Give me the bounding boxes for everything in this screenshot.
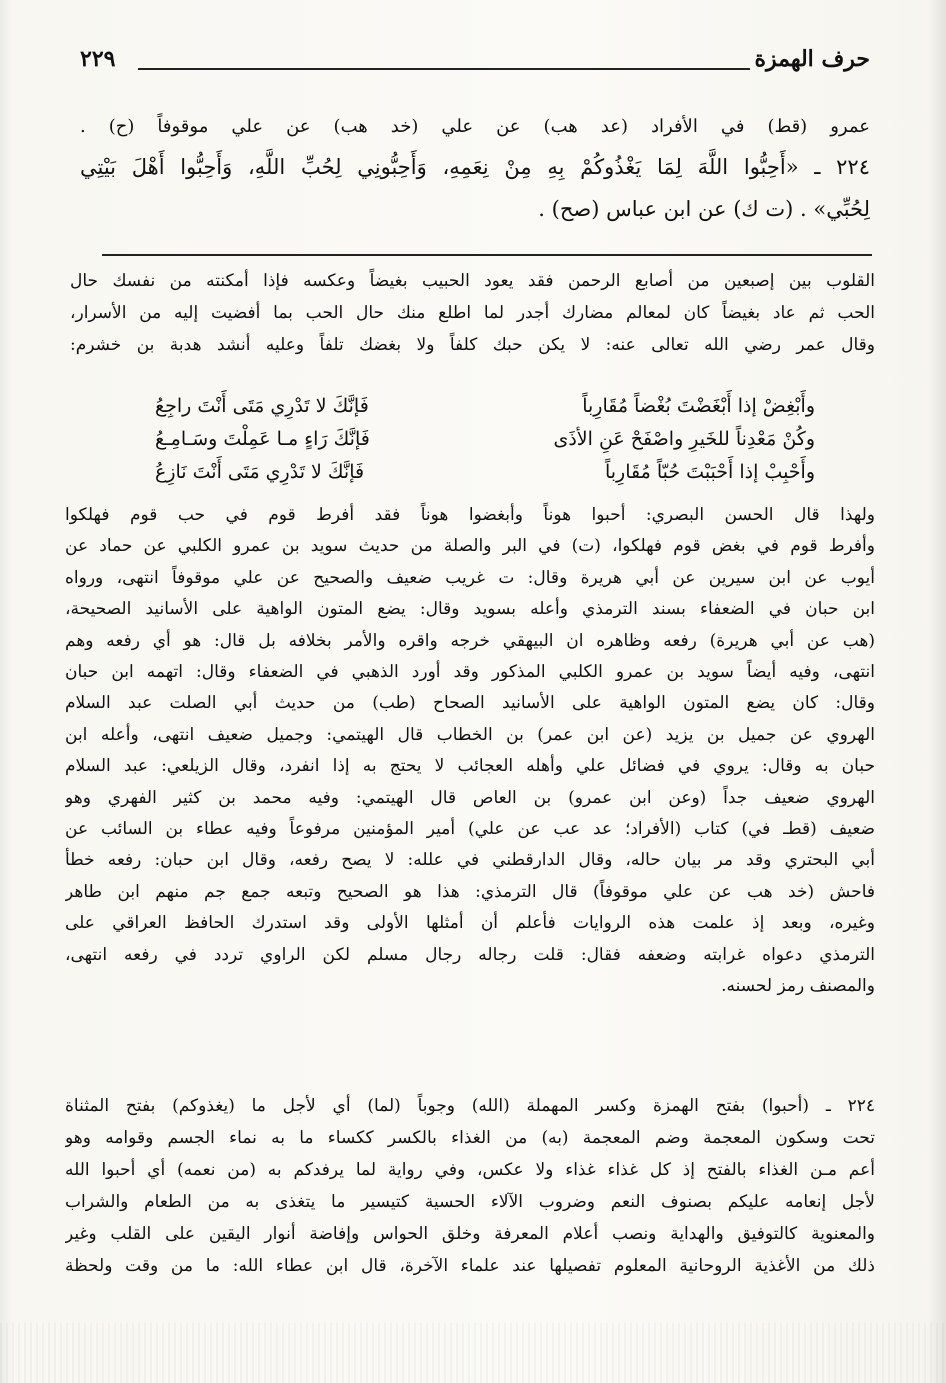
page-header (80, 44, 870, 84)
footnote-divider (102, 254, 872, 256)
text-line: انتهى، وفيه أيضاً سويد بن عمرو الكلبي المذكور وقد أورد الذهبي في الضعفاء وقال: اتهمه ابن حبان (65, 662, 875, 683)
commentary-part-1 (70, 266, 875, 361)
text-line: ٢٢٤ ـ (أحبوا) بفتح الهمزة وكسر المهملة (الله) وجوباً (لما) أي لأجل ما (يغذوكم) بفتح المثناة (65, 1096, 875, 1116)
verse-first-hemistich: وأَبْغِضْ إذا أَبْغَضْتَ بُغْضاً مُقَارِباً (582, 395, 815, 417)
text-line: أيوب عن ابن سيرين عن أبي هريرة وقال: ت غريب ضعيف والصحيح عن علي موقوفاً انتهى، ورواه (65, 567, 875, 588)
hadith-line: عمرو (قط) في الأفراد (عد هب) عن علي (خد هب) عن علي موقوفاً (ح) . (80, 116, 870, 137)
poem-verse (155, 456, 815, 489)
page-number: ٢٢٩ (80, 46, 116, 72)
scan-bottom-texture (0, 1323, 946, 1383)
text-line: حبان به وقال: يروي في فضائل علي وأهله العجائب لا يحتج به إذا انفرد، وقال الزيلعي: عبد السلام (65, 756, 875, 777)
text-line: ذلك من الأغذية الروحانية المعلوم تفصيلها عند علماء الآخرة، قال ابن عطاء الله: ما من وقت ولحظة (65, 1256, 875, 1276)
text-line: والمعنوية كالتوفيق والهداية ونصب أعلام المعرفة وخلق الحواس وإفاضة أنوار اليقين على القلب وغير (65, 1224, 875, 1244)
text-line: وقال عمر رضي الله تعالى عنه: لا يكن حبك كلفاً ولا بغضك تلفاً وعليه أنشد هدبة بن خشرم: (70, 334, 875, 355)
poem-verse (155, 423, 815, 456)
text-line: ولهذا قال الحسن البصري: أحبوا هوناً وأبغضوا هوناً فقد أفرط قوم في حب قوم فهلكوا (65, 505, 875, 525)
text-line: أبي البحتري وقد مر بيان حاله، وقال الدارقطني في علله: لا يصح رفعه، وقال ابن حبان: رفعه خطأ (65, 850, 875, 871)
text-line: ابن حبان في الضعفاء بسند الترمذي وأعله بسويد وقال: يضع المتون الواهية على الأسانيد الصحيحة، (65, 599, 875, 620)
verse-first-hemistich: وأَحْبِبْ إذا أَحْبَبْتَ حُبّاً مُقَارِباً (604, 461, 815, 483)
text-line: الهروي عن جميل بن يزيد (عن ابن عمر) بن الخطاب قال الهيتمي: وجميل ضعيف انتهى، وأعله ابن (65, 724, 875, 745)
text-line: أعم مـن الغذاء بالفتح إذ كل غذاء غذاء ولا عكس، وفي رواية لما يرفدكم به (من نعمه) أي أحبوا الله (65, 1160, 875, 1180)
hadith-line: لِحُبِّي» . (ت ك) عن ابن عباس (صح) . (538, 197, 870, 221)
text-line: الهروي ضعيف جداً (وعن ابن عمرو) بن العاص قال الهيتمي: وفيه محمد بن كثير الفهري وهو (65, 787, 875, 808)
text-line: تحت وسكون المعجمة وضم المعجمة (به) من الغذاء بالكسر ككساء ما به نماء الجسم وقوامه وهو (65, 1128, 875, 1148)
text-line: الترمذي دعواه غرابته وضعفه فقال: قلت رجاله رجال مسلم لكن الراوي تردد في رفعه انتهى، (65, 944, 875, 965)
text-line: وغيره، وبعد إذ علمت هذه الروايات فأعلم أن أمثلها الأولى وقد استدرك الحافظ العراقي على (65, 913, 875, 934)
hadith-text (80, 108, 870, 230)
text-line: والمصنف رمز لحسنه. (721, 976, 875, 997)
verse-second-hemistich: فَإنَّكَ لا تَدْرِي مَتَى أَنْتَ راجِعُ (155, 395, 369, 417)
commentary-part-3 (65, 1090, 875, 1282)
verse-first-hemistich: وكُنْ مَعْدِناً للخَيرِ واصْفَحْ عَنِ الأذَى (553, 428, 815, 450)
verse-second-hemistich: فَإنَّكَ رَاءٍ مـا عَمِلْتَ وسَـامِـعُ (155, 428, 370, 450)
chapter-title: حرف الهمزة (754, 46, 870, 72)
header-rule (138, 68, 750, 70)
text-line: لأجل إنعامه عليكم بصنوف النعم وضروب الآلاء الحسية كتيسير ما يتغذى به من الطعام والشراب (65, 1192, 875, 1212)
text-line: (هب عن أبي هريرة) رفعه وظاهره ان البيهقي خرجه واقره والأمر بخلافه بل قال: هو أي رفعه وهم (65, 630, 875, 651)
text-line: فاحش (خد هب عن علي موقوفاً) قال الترمذي: هذا هو الصحيح وتبعه جمع جم منهم ابن طاهر (65, 881, 875, 902)
poem (155, 390, 815, 489)
text-line: القلوب بين إصبعين من أصابع الرحمن فقد يعود الحبيب بغيضاً وعكسه فإذا أمكنته من نفسك حال (70, 271, 875, 291)
poem-verse (155, 390, 815, 423)
verse-second-hemistich: فَإنَّكَ لا تَدْرِي مَتَى أَنْتَ نَازِعُ (155, 461, 365, 483)
commentary-part-2 (65, 500, 875, 1003)
text-line: وأفرط قوم في بغض قوم فهلكوا، (ت) في البر والصلة من حديث سويد بن عمرو الكلبي عن حماد عن (65, 536, 875, 557)
scan-edge-shadow (928, 0, 946, 1383)
text-line: وقال: كان يضع المتون الواهية على الأسانيد الصحاح (طب) من حديث أبي الصلت عبد السلام (65, 693, 875, 714)
text-line: الحب ثم عاد بغيضاً كان لمعالم مضارك أجدر لما اطلع منك حال الحب بما أفضيت إليه من الأسرار، (70, 302, 875, 323)
hadith-line: ٢٢٤ ـ «أَحِبُّوا اللَّهَ لِمَا يَغْذُوكُمْ بِهِ مِنْ نِعَمِهِ، وَأَحِبُّونِي لِحُبِّ اللَّهِ، وَأَحِبُّوا أَهْلَ بَيْتِي (80, 155, 870, 179)
text-line: ضعيف (قطـ في) كتاب (الأفراد؛ عد عب عن علي) أمير المؤمنين مرفوعاً وفيه عطاء بن السائب عن (65, 819, 875, 840)
